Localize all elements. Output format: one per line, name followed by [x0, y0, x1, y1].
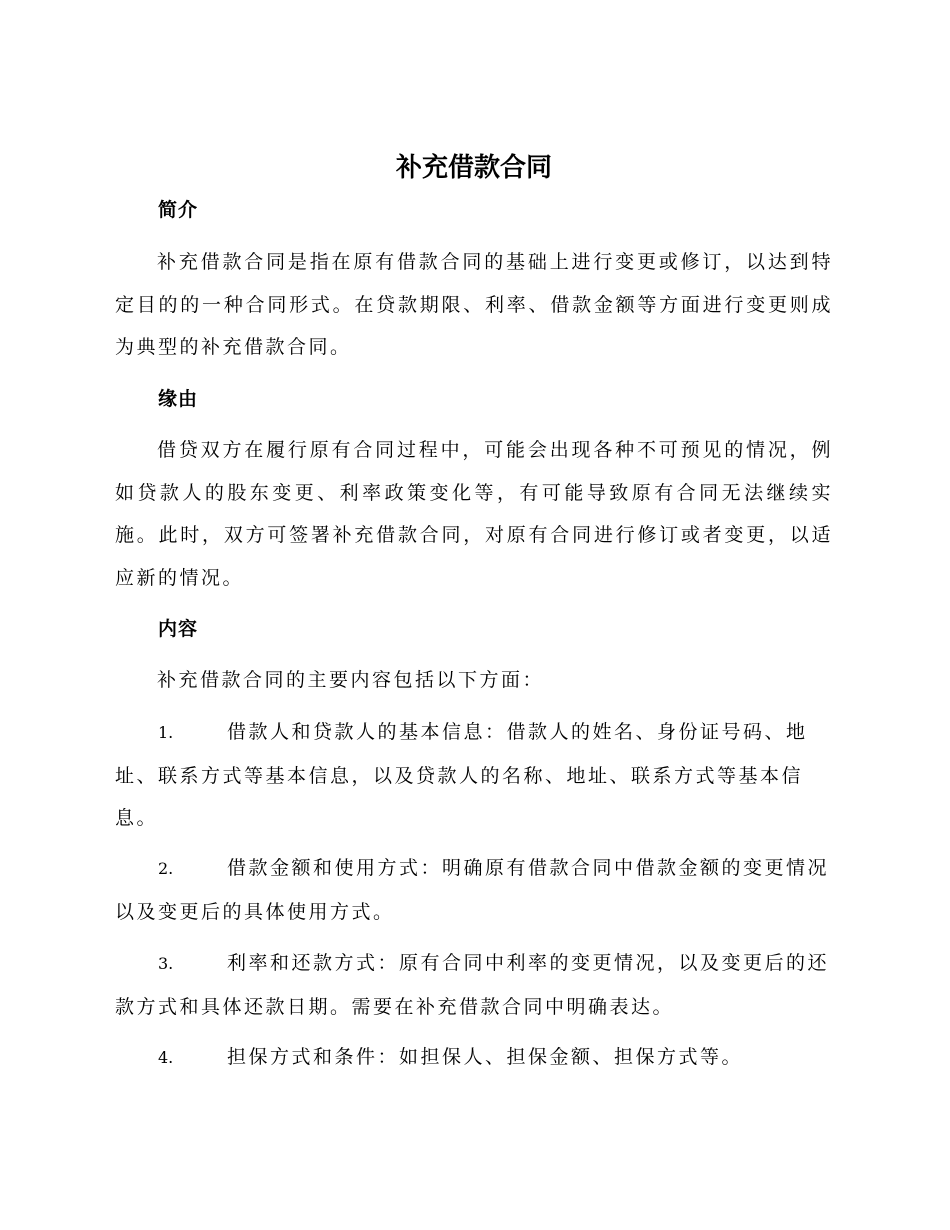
list-item-number: 1.: [158, 723, 174, 742]
list-item-text: 担保方式和条件：如担保人、担保金额、担保方式等。: [227, 1046, 744, 1068]
list-item: [115, 942, 833, 1028]
section-paragraph-content-intro: 补充借款合同的主要内容包括以下方面：: [157, 669, 545, 691]
list-item: [115, 847, 833, 933]
list-item-text: 借款人和贷款人的基本信息：借款人的姓名、身份证号码、地址、联系方式等基本信息，以及贷款人的名称、地址、联系方式等基本信息。: [115, 721, 808, 829]
list-item-number: 2.: [158, 859, 174, 878]
section-heading-reason: 缘由: [158, 388, 199, 410]
list-item: [115, 1036, 833, 1080]
section-heading-intro: 简介: [158, 199, 199, 221]
list-item: [115, 711, 833, 840]
list-item-number: 3.: [158, 954, 174, 973]
list-item-text: 利率和还款方式：原有合同中利率的变更情况，以及变更后的还款方式和具体还款日期。需要在补充借款合同中明确表达。: [115, 952, 830, 1018]
document-title: 补充借款合同: [395, 153, 552, 183]
list-item-number: 4.: [158, 1048, 174, 1067]
section-paragraph-intro: 补充借款合同是指在原有借款合同的基础上进行变更或修订，以达到特定目的的一种合同形式。在贷款期限、利率、借款金额等方面进行变更则成为典型的补充借款合同。: [115, 251, 833, 358]
section-paragraph-reason: 借贷双方在履行原有合同过程中，可能会出现各种不可预见的情况，例如贷款人的股东变更、利率政策变化等，有可能导致原有合同无法继续实施。此时，双方可签署补充借款合同，对原有合同进行修订或者变更，以适应新的情况。: [115, 439, 833, 589]
list-item-text: 借款金额和使用方式：明确原有借款合同中借款金额的变更情况以及变更后的具体使用方式。: [115, 857, 830, 923]
section-heading-content: 内容: [158, 618, 199, 640]
